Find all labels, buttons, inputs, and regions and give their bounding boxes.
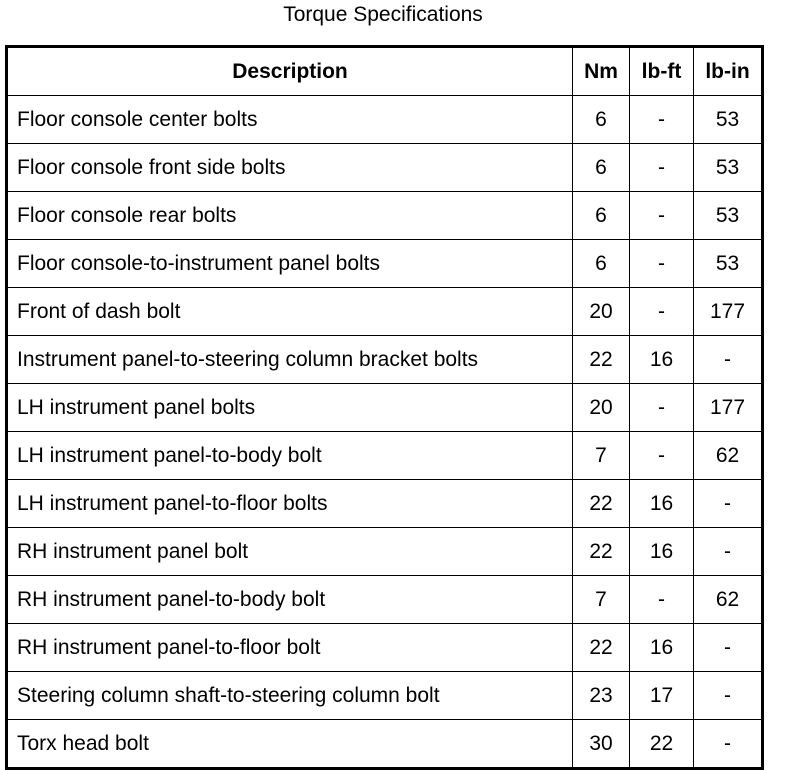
description-cell: RH instrument panel bolt xyxy=(7,528,573,576)
lb-ft-cell: 22 xyxy=(630,720,694,769)
lb-in-cell: - xyxy=(694,624,763,672)
nm-cell: 30 xyxy=(573,720,630,769)
lb-in-cell: 53 xyxy=(694,96,763,144)
nm-cell: 7 xyxy=(573,576,630,624)
column-header-nm: Nm xyxy=(573,47,630,96)
description-cell: LH instrument panel-to-floor bolts xyxy=(7,480,573,528)
lb-in-cell: - xyxy=(694,720,763,769)
table-row xyxy=(7,720,763,769)
page-title: Torque Specifications xyxy=(283,3,483,26)
nm-cell: 20 xyxy=(573,384,630,432)
description-cell: RH instrument panel-to-floor bolt xyxy=(7,624,573,672)
header-row xyxy=(7,47,763,96)
lb-in-cell: 177 xyxy=(694,288,763,336)
lb-in-cell: - xyxy=(694,672,763,720)
table-row xyxy=(7,672,763,720)
column-header-description: Description xyxy=(7,47,573,96)
nm-cell: 7 xyxy=(573,432,630,480)
description-cell: Torx head bolt xyxy=(7,720,573,769)
torque-spec-table xyxy=(5,45,764,770)
table-row xyxy=(7,528,763,576)
nm-cell: 22 xyxy=(573,528,630,576)
nm-cell: 6 xyxy=(573,144,630,192)
nm-cell: 22 xyxy=(573,480,630,528)
description-cell: RH instrument panel-to-body bolt xyxy=(7,576,573,624)
lb-in-cell: 62 xyxy=(694,432,763,480)
table-body xyxy=(7,96,763,769)
table-header xyxy=(7,47,763,96)
nm-cell: 6 xyxy=(573,96,630,144)
table-row xyxy=(7,336,763,384)
lb-in-cell: 53 xyxy=(694,240,763,288)
lb-ft-cell: 16 xyxy=(630,528,694,576)
table-row xyxy=(7,144,763,192)
table-row xyxy=(7,288,763,336)
description-cell: Floor console center bolts xyxy=(7,96,573,144)
table-row xyxy=(7,432,763,480)
lb-in-cell: 62 xyxy=(694,576,763,624)
lb-in-cell: - xyxy=(694,528,763,576)
nm-cell: 22 xyxy=(573,336,630,384)
description-cell: Floor console rear bolts xyxy=(7,192,573,240)
lb-ft-cell: 17 xyxy=(630,672,694,720)
nm-cell: 22 xyxy=(573,624,630,672)
lb-ft-cell: - xyxy=(630,432,694,480)
table-row xyxy=(7,624,763,672)
table-row xyxy=(7,96,763,144)
lb-ft-cell: - xyxy=(630,144,694,192)
lb-ft-cell: - xyxy=(630,288,694,336)
description-cell: LH instrument panel-to-body bolt xyxy=(7,432,573,480)
description-cell: LH instrument panel bolts xyxy=(7,384,573,432)
lb-ft-cell: - xyxy=(630,576,694,624)
nm-cell: 6 xyxy=(573,192,630,240)
lb-ft-cell: - xyxy=(630,192,694,240)
lb-ft-cell: 16 xyxy=(630,480,694,528)
lb-in-cell: - xyxy=(694,336,763,384)
lb-ft-cell: - xyxy=(630,384,694,432)
lb-ft-cell: 16 xyxy=(630,624,694,672)
column-header-lb-ft: lb-ft xyxy=(630,47,694,96)
table-row xyxy=(7,576,763,624)
lb-in-cell: - xyxy=(694,480,763,528)
lb-in-cell: 177 xyxy=(694,384,763,432)
table-row xyxy=(7,384,763,432)
description-cell: Steering column shaft-to-steering column bolt xyxy=(7,672,573,720)
description-cell: Floor console-to-instrument panel bolts xyxy=(7,240,573,288)
lb-in-cell: 53 xyxy=(694,144,763,192)
column-header-lb-in: lb-in xyxy=(694,47,763,96)
description-cell: Front of dash bolt xyxy=(7,288,573,336)
nm-cell: 20 xyxy=(573,288,630,336)
table-row xyxy=(7,480,763,528)
description-cell: Instrument panel-to-steering column bracket bolts xyxy=(7,336,573,384)
lb-in-cell: 53 xyxy=(694,192,763,240)
lb-ft-cell: - xyxy=(630,96,694,144)
table-row xyxy=(7,240,763,288)
description-cell: Floor console front side bolts xyxy=(7,144,573,192)
table-row xyxy=(7,192,763,240)
nm-cell: 6 xyxy=(573,240,630,288)
lb-ft-cell: 16 xyxy=(630,336,694,384)
lb-ft-cell: - xyxy=(630,240,694,288)
nm-cell: 23 xyxy=(573,672,630,720)
